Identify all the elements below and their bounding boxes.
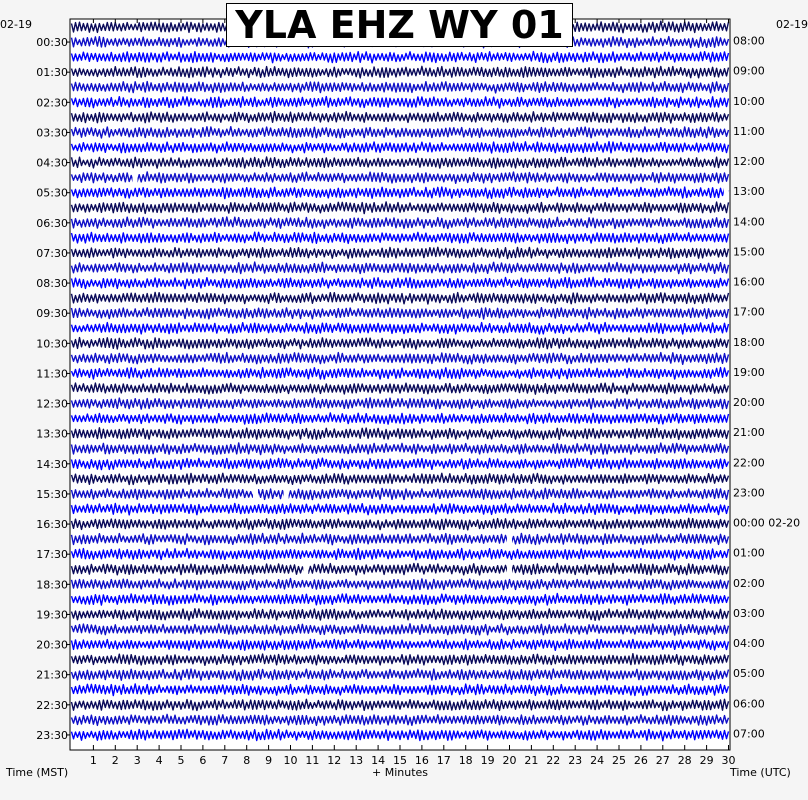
- x-tick-label: 25: [612, 754, 626, 767]
- data-gap: [133, 172, 138, 184]
- y-tick-label-right: 13:00: [733, 185, 765, 199]
- y-tick-label-left: 18:30: [36, 578, 68, 592]
- y-tick-label-right: 19:00: [733, 365, 765, 379]
- x-tick-label: 10: [283, 754, 298, 767]
- data-gap: [507, 533, 512, 545]
- x-tick-label: 19: [480, 754, 495, 767]
- y-tick-label-right: 07:00: [733, 727, 765, 741]
- x-tick-label: 4: [155, 754, 163, 767]
- y-tick-label-right: 14:00: [733, 215, 765, 229]
- x-tick-label: 21: [524, 754, 539, 767]
- y-tick-label-right: 04:00: [733, 637, 765, 651]
- data-gap: [507, 563, 512, 575]
- x-tick-label: 5: [177, 754, 185, 767]
- x-tick-label: 8: [243, 754, 251, 767]
- y-tick-label-left: 07:30: [36, 246, 68, 260]
- x-tick-label: 9: [265, 754, 273, 767]
- y-tick-label-right: 20:00: [733, 396, 765, 410]
- x-tick-label: 3: [133, 754, 141, 767]
- y-tick-label-left: 19:30: [36, 608, 68, 622]
- y-tick-label-right: 06:00: [733, 697, 765, 711]
- y-tick-label-left: 15:30: [36, 487, 68, 501]
- x-tick-label: 13: [349, 754, 364, 767]
- y-tick-label-right: 00:00 02-20: [733, 516, 801, 530]
- y-tick-label-left: 14:30: [36, 457, 68, 471]
- y-tick-label-left: 17:30: [36, 548, 68, 562]
- x-tick-label: 27: [655, 754, 670, 767]
- y-tick-label-left: 03:30: [36, 126, 68, 140]
- x-tick-label: 30: [721, 754, 736, 767]
- x-axis-label: + Minutes: [372, 766, 429, 779]
- y-axis-label-right: Time (UTC): [730, 766, 791, 779]
- data-gap: [724, 187, 729, 199]
- y-tick-label-left: 06:30: [36, 216, 68, 230]
- x-tick-label: 23: [568, 754, 583, 767]
- y-tick-label-right: 08:00: [733, 34, 765, 48]
- y-tick-label-right: 15:00: [733, 245, 765, 259]
- y-tick-label-left: 12:30: [36, 397, 68, 411]
- x-tick-label: 14: [371, 754, 386, 767]
- y-tick-label-left: 20:30: [36, 638, 68, 652]
- y-tick-label-left: 11:30: [36, 367, 68, 381]
- x-tick-label: 11: [305, 754, 320, 767]
- y-tick-label-right: 02:00: [733, 576, 765, 590]
- x-tick-label: 18: [458, 754, 473, 767]
- y-tick-label-left: 09:30: [36, 307, 68, 321]
- y-tick-label-left: 16:30: [36, 518, 68, 532]
- x-tick-label: 15: [393, 754, 407, 767]
- y-tick-label-right: 01:00: [733, 546, 765, 560]
- x-tick-label: 6: [199, 754, 207, 767]
- y-tick-label-left: 04:30: [36, 156, 68, 170]
- data-gap: [253, 488, 258, 500]
- y-tick-label-right: 12:00: [733, 155, 765, 169]
- x-tick-label: 2: [111, 754, 119, 767]
- y-tick-label-left: 21:30: [36, 668, 68, 682]
- data-gap: [284, 488, 289, 500]
- y-tick-label-left: 01:30: [36, 66, 68, 80]
- y-tick-label-right: 03:00: [733, 606, 765, 620]
- x-tick-label: 16: [414, 754, 429, 767]
- y-tick-label-left: 05:30: [36, 186, 68, 200]
- x-tick-label: 1: [89, 754, 97, 767]
- x-tick-label: 12: [327, 754, 342, 767]
- x-tick-label: 20: [502, 754, 517, 767]
- x-tick-label: 29: [699, 754, 714, 767]
- y-tick-label-left: 10:30: [36, 337, 68, 351]
- x-tick-label: 22: [546, 754, 561, 767]
- x-tick-label: 26: [633, 754, 648, 767]
- start-date-label: 02-19: [0, 18, 32, 31]
- y-tick-label-right: 23:00: [733, 486, 765, 500]
- y-tick-label-left: 00:30: [36, 36, 68, 50]
- x-tick-label: 17: [436, 754, 451, 767]
- data-gap: [303, 563, 308, 575]
- y-tick-label-left: 22:30: [36, 698, 68, 712]
- y-tick-label-left: 08:30: [36, 277, 68, 291]
- y-tick-label-right: 22:00: [733, 456, 765, 470]
- chart-title: YLA EHZ WY 01: [226, 3, 573, 47]
- y-tick-label-right: 21:00: [733, 426, 765, 440]
- y-tick-label-right: 11:00: [733, 124, 765, 138]
- y-tick-label-left: 23:30: [36, 728, 68, 742]
- y-tick-label-right: 09:00: [733, 64, 765, 78]
- plot-frame: [70, 19, 730, 750]
- y-axis-label-left: Time (MST): [6, 766, 69, 779]
- y-tick-label-right: 18:00: [733, 335, 765, 349]
- y-tick-label-right: 16:00: [733, 275, 765, 289]
- y-tick-label-right: 10:00: [733, 94, 765, 108]
- y-tick-label-left: 13:30: [36, 427, 68, 441]
- start-date-utc-label: 02-19: [776, 18, 808, 31]
- y-tick-label-right: 05:00: [733, 667, 765, 681]
- x-tick-label: 24: [590, 754, 605, 767]
- y-tick-label-right: 17:00: [733, 305, 765, 319]
- y-tick-label-left: 02:30: [36, 96, 68, 110]
- x-tick-label: 7: [221, 754, 229, 767]
- x-tick-label: 28: [677, 754, 692, 767]
